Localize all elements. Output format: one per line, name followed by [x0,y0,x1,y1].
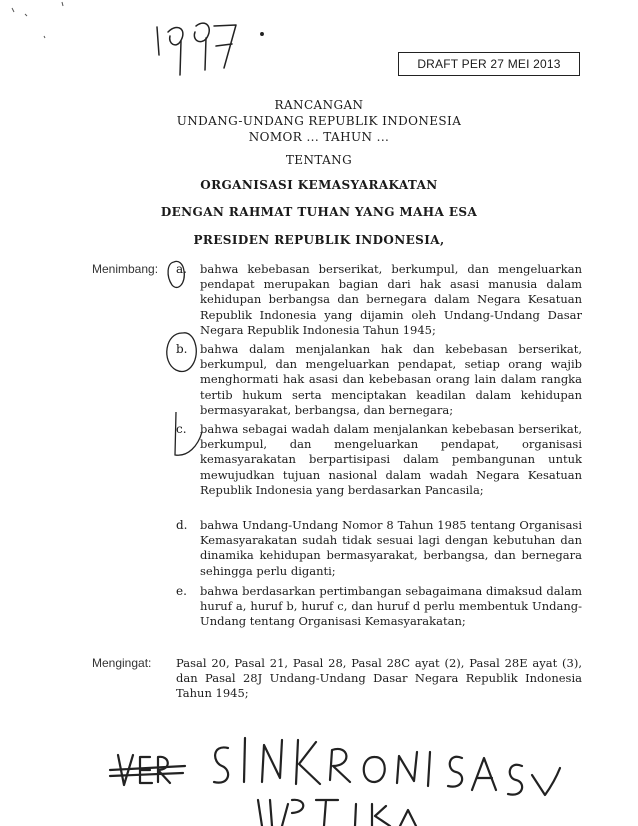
handwritten-vertikal [258,800,416,826]
header-tentang: TENTANG [285,153,353,167]
header-blessing: DENGAN RAHMAT TUHAN YANG MAHA ESA [160,205,478,219]
mengingat-text: Pasal 20, Pasal 21, Pasal 28, Pasal 28C ayat (2), Pasal 28E ayat (3), dan Pasal 28J Undang-Undang Dasar Negara Republik Indonesia Tahun 1945; [176,656,582,701]
menimbang-item-e: bahwa berdasarkan pertimbangan sebagaimana dimaksud dalam huruf a, huruf b, huruf c, dan huruf d perlu membentuk Undang-Undang tentang Organisasi Kemasyarakatan; [200,584,582,629]
item-letter-e: e. [176,584,187,598]
draft-label: DRAFT PER 27 MEI 2013 [398,52,580,76]
item-letter-c: c. [176,422,187,436]
item-letter-d: d. [176,518,188,532]
mengingat-label: Mengingat: [92,656,152,670]
header-rancangan: RANCANGAN [274,98,364,112]
stray-marks [12,2,63,38]
menimbang-item-d: bahwa Undang-Undang Nomor 8 Tahun 1985 tentang Organisasi Kemasyarakatan sudah tidak sesuai lagi dengan kebutuhan dan dinamika kehidupan bermasyarakat, berbangsa, dan bernegara sehingga perlu diganti; [200,518,582,578]
menimbang-item-a: bahwa kebebasan berserikat, berkumpul, dan mengeluarkan pendapat merupakan bagian dari hak asasi manusia dalam kehidupan berbangsa dan bernegara dalam Negara Kesatuan Republik Indonesia yang dijamin oleh Undang-Undang Dasar Negara Republik Indonesia Tahun 1945; [200,262,582,337]
item-letter-b: b. [176,342,188,356]
header-number: NOMOR ... TAHUN ... [248,130,390,144]
item-letter-a: a. [176,262,187,276]
menimbang-item-b: bahwa dalam menjalankan hak dan kebebasan berserikat, berkumpul, dan mengeluarkan pendapat, setiap orang wajib menghormati hak asasi dan kebebasan orang lain dalam rangka tertib hukum serta menciptakan keadilan dalam kehidupan bermasyarakat, berbangsa, dan bernegara; [200,342,582,417]
handwritten-1997 [157,23,263,75]
menimbang-item-c: bahwa sebagai wadah dalam menjalankan kebebasan berserikat, berkumpul, dan mengeluarkan pendapat, organisasi kemasyarakatan berpartisipasi dalam pembangunan untuk mewujudkan tujuan nasional dalam wadah Negara Kesatuan Republik Indonesia yang berdasarkan Pancasila; [200,422,582,497]
header-subject: ORGANISASI KEMASYARAKATAN [200,178,438,192]
header-president: PRESIDEN REPUBLIK INDONESIA, [193,233,445,247]
menimbang-label: Menimbang: [92,262,159,276]
handwritten-sinkronisasi [110,738,560,795]
header-law-name: UNDANG-UNDANG REPUBLIK INDONESIA [176,114,462,128]
